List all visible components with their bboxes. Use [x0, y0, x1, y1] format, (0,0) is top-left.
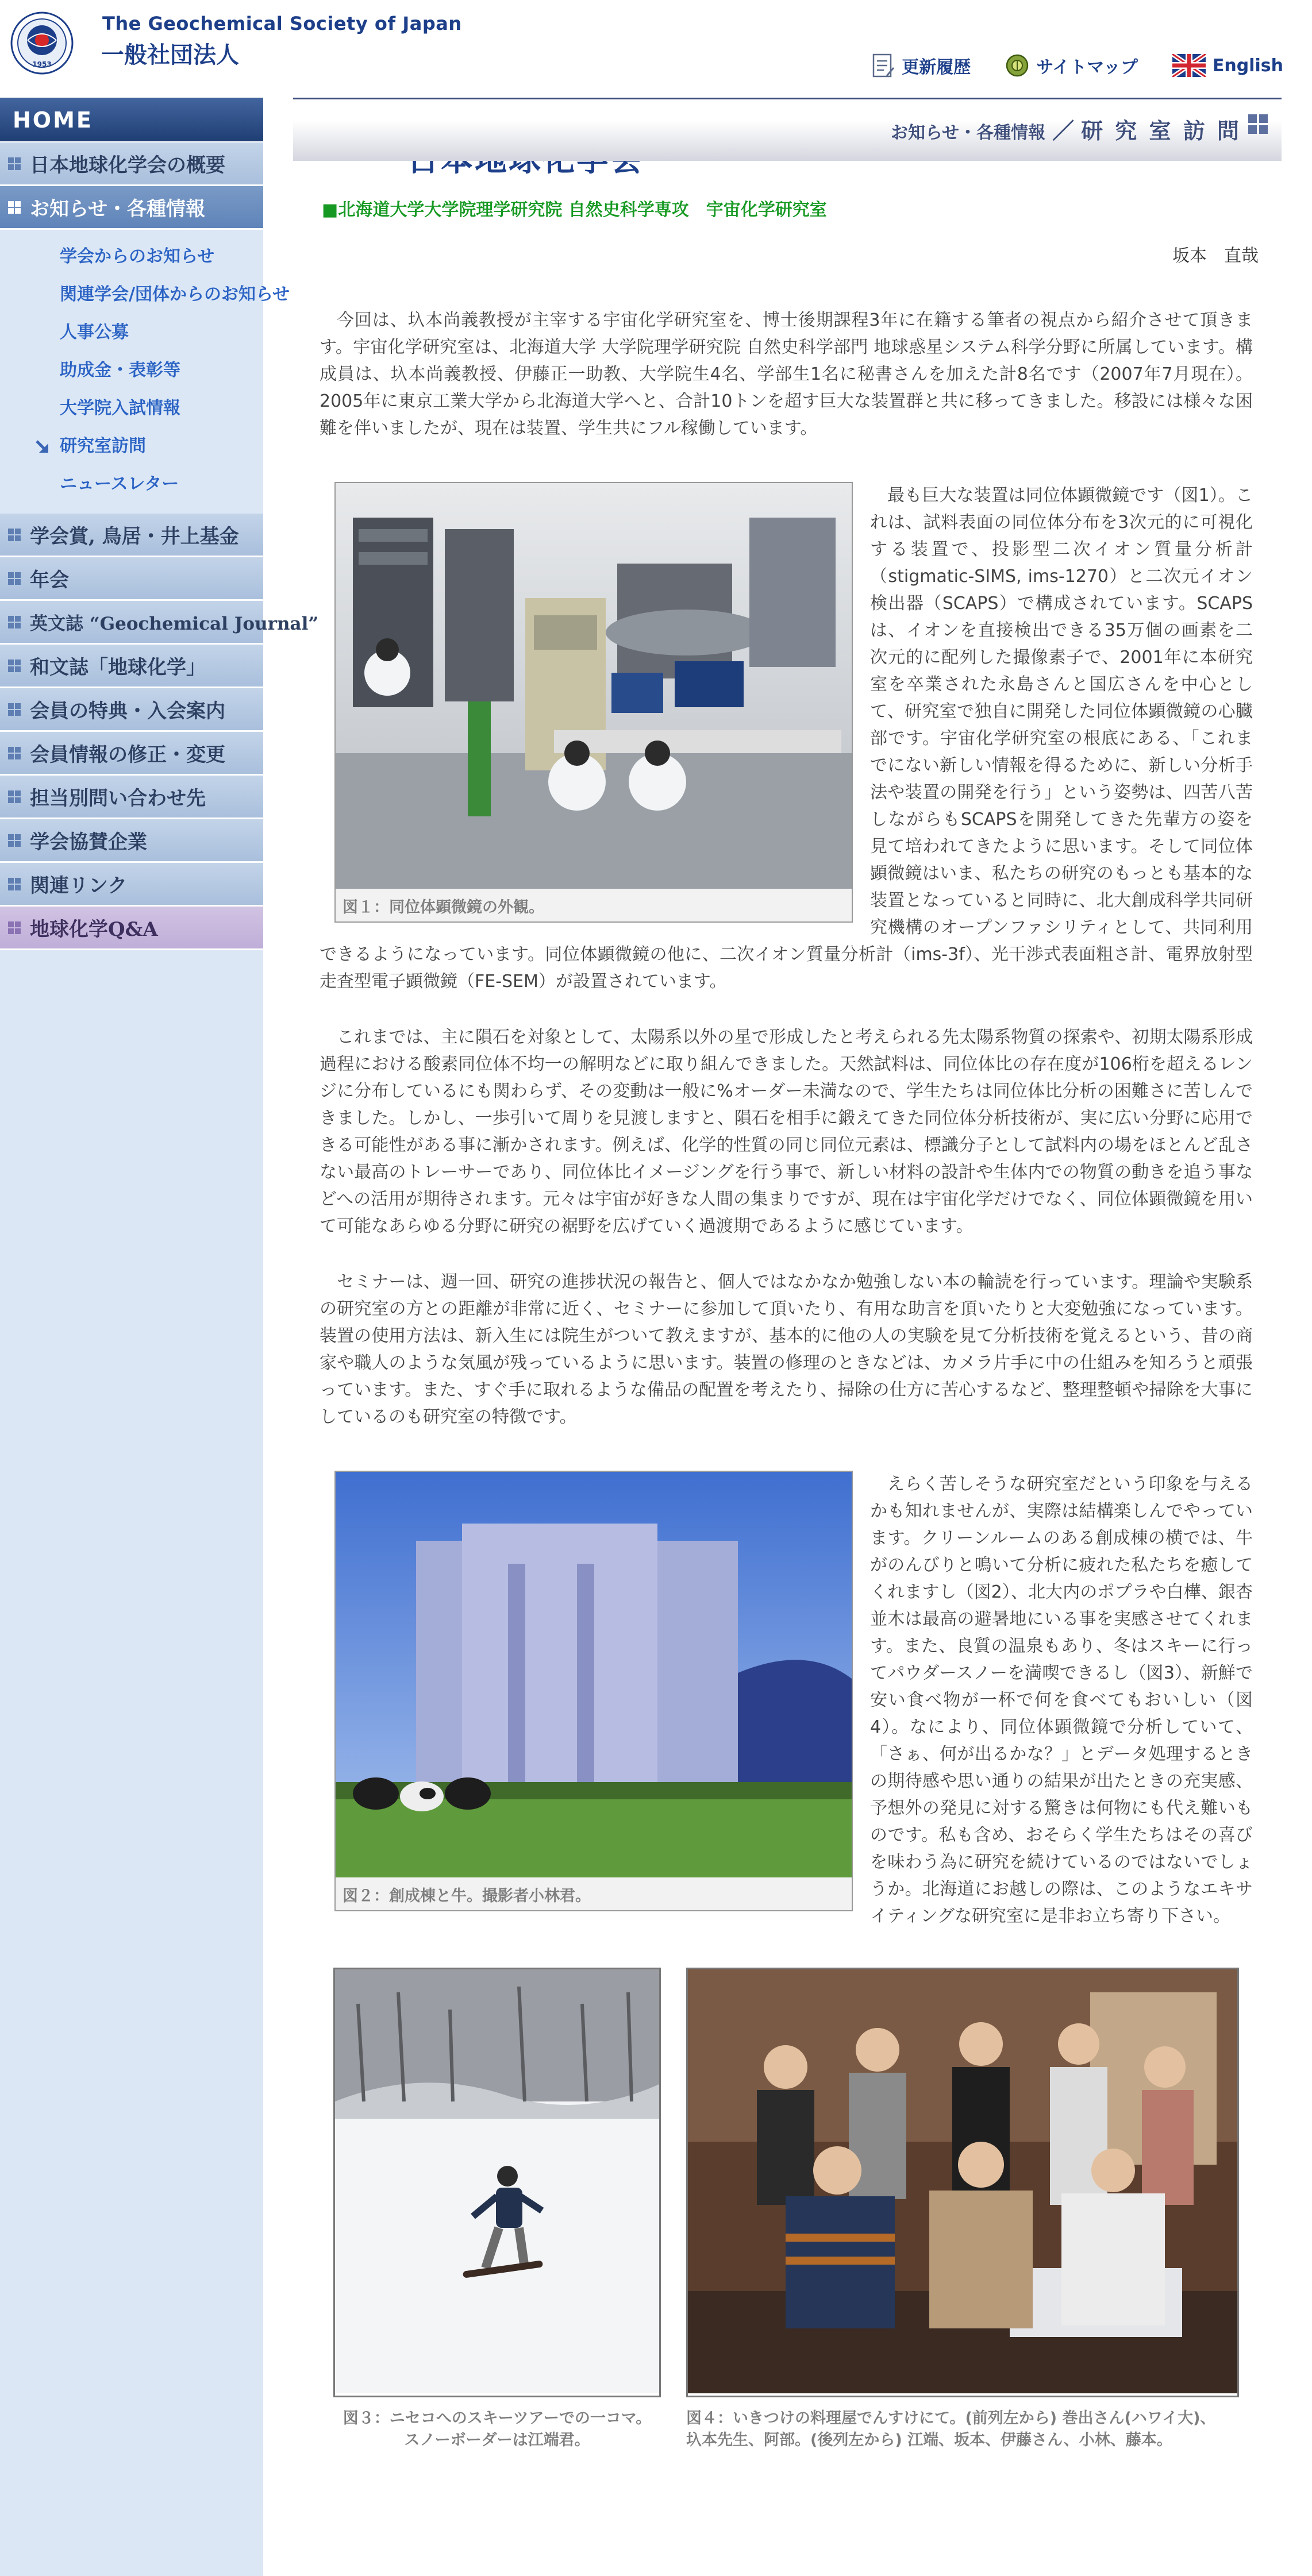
nav-item-geochemical-journal[interactable]	[0, 601, 319, 645]
nav-item-label: 会員の特典・入会案内	[30, 700, 225, 723]
nav-item-label: 和文誌「地球化学」	[30, 656, 206, 679]
figure1-caption: 図１：同位体顕微鏡の外観。	[343, 898, 544, 916]
article-author: 坂本 直哉	[1172, 246, 1259, 266]
article-paragraph-life: えらく苦しそうな研究室だという印象を与えるかも知れませんが、実際は結構楽しんでやっています。クリーンルームのある創成棟の横では、牛がのんびりと鳴いて分析に疲れた私たちを癒してくれますし（図2）、北大内のポプラや白樺、銀杏並木は最高の避暑地にいる事を実感させてくれます。また、良質の温泉もあり、冬はスキーに行ってパウダースノーを満喫できるし（図3）、新鮮で安い食べ物が一杯で何を食べてもおいしい（図4）。なにより、同位体顕微鏡で分析していて、「さぁ、何が出るかな？」とデータ処理するときの期待感や思い通りの結果が出たときの充実感、予想外の発見に対する驚きは何物にも代え難いものです。私も含め、おそらく学生たちはその喜びを味わう為に研究を続けているのではないでしょうか。北海道にお越しの際は、このようなエキサイティングな研究室に是非お立ち寄り下さい。	[870, 1474, 1253, 1926]
article-paragraph-research: これまでは、主に隕石を対象として、太陽系以外の星で形成したと考えられる先太陽系物質の探索や、初期太陽系形成過程における酸素同位体不均一の解明などに取り組んできました。天然試料は、同位体比の存在度が106桁を超えるレンジに分布しているにも関わらず、その変動は一般に%オーダー未満なので、学生たちは同位体比分析の困難さに苦しんできました。しかし、一歩引いて周りを見渡しますと、隕石を相手に鍛えてきた同位体分析技術が、実に広い分野に応用できる可能性がある事に漸かされます。例えば、化学的性質の同じ同位元素は、標識分子として試料内の場をほとんど乱さない最高のトレーサーであり、同位体比イメージングを行う事で、新しい材料の設計や生体内での物質の動きを追う事などへの活用が期待されます。元々は宇宙が好きな人間の集まりですが、現在は宇宙化学だけでなく、同位体顕微鏡を用いて可能なあらゆる分野に研究の裾野を広げていく過渡期であるように感じています。	[320, 1027, 1253, 1236]
figure4-caption-line2: 圦本先生、阿部。(後列左から) 江端、坂本、伊藤さん、小林、藤本。	[686, 2431, 1172, 2449]
grid-bullet-icon	[8, 201, 21, 214]
breadcrumb-current: 研 究 室 訪 問	[1081, 118, 1241, 144]
nav-item-news[interactable]	[0, 186, 263, 230]
figure1-block	[320, 482, 1253, 995]
breadcrumb	[891, 113, 1241, 145]
figure2	[334, 1471, 853, 1911]
breadcrumb-parent[interactable]: お知らせ・各種情報	[890, 123, 1046, 143]
nav-item-label: 担当別問い合わせ先	[30, 787, 206, 810]
nav-item-label: 日本地球化学会の概要	[30, 154, 225, 177]
group-dinner-photo	[688, 1969, 1237, 2393]
lab-equipment-photo	[336, 483, 852, 889]
sitemap-label: サイトマップ	[1036, 57, 1138, 78]
globe-icon	[1005, 53, 1029, 78]
nav-item-contacts[interactable]	[0, 776, 263, 819]
grid-bullet-icon	[8, 616, 21, 628]
update-history-label: 更新履歴	[902, 57, 971, 78]
arrow-down-right-icon	[34, 439, 51, 455]
grid-bullet-icon	[8, 660, 21, 672]
society-type-prefix: 一般社団法人	[101, 42, 239, 68]
nav-item-label: 年会	[30, 569, 69, 592]
subnav-job-openings[interactable]: 人事公募	[60, 322, 129, 342]
site-header	[0, 0, 1312, 98]
grid-bullet-icon	[8, 878, 21, 890]
subnav-newsletter[interactable]: ニュースレター	[60, 474, 179, 494]
update-history-link[interactable]	[872, 53, 971, 78]
nav-item-member-update[interactable]	[0, 732, 263, 776]
uk-flag-icon	[1172, 54, 1206, 77]
header-utility-links	[872, 53, 1283, 78]
building-and-cows-photo	[336, 1472, 852, 1877]
figure3-frame	[333, 1968, 661, 2397]
grid-bullet-icon	[8, 157, 21, 170]
figure4	[686, 1968, 1239, 2451]
nav-item-label: 会員情報の修正・変更	[30, 743, 225, 766]
subnav-related-news[interactable]: 関連学会/団体からのお知らせ	[60, 284, 290, 304]
svg-text:1953: 1953	[32, 60, 52, 68]
figure3-caption-line1: 図３：ニセコへのスキーツアーでの一コマ。	[343, 2409, 652, 2427]
subnav-lab-visits-label: 研究室訪問	[60, 436, 146, 456]
nav-item-qa[interactable]	[0, 907, 263, 950]
photo-row	[333, 1968, 1282, 2462]
grid-bullet-icon	[8, 747, 21, 759]
grid-bullet-icon	[8, 790, 21, 803]
nav-item-sponsors[interactable]	[0, 819, 263, 863]
nav-item-label: お知らせ・各種情報	[30, 198, 205, 221]
subnav-grants-awards[interactable]: 助成金・表彰等	[60, 360, 180, 380]
nav-item-label: 関連リンク	[30, 874, 128, 897]
figure3-caption	[333, 2408, 661, 2451]
nav-item-awards-fund[interactable]	[0, 514, 263, 557]
lab-title: ■北海道大学大学院理学研究院 自然史科学専攻 宇宙化学研究室	[322, 200, 827, 220]
breadcrumb-separator: ／	[1052, 118, 1075, 144]
nav-item-label: 学会協賛企業	[30, 831, 147, 854]
nav-item-label: 学会賞, 鳥居・井上基金	[30, 525, 239, 548]
section-header-bar	[293, 98, 1282, 161]
grid-squares-icon	[1248, 114, 1268, 134]
news-subnav	[0, 230, 290, 514]
subnav-society-news[interactable]: 学会からのお知らせ	[60, 246, 215, 267]
society-name-japanese	[101, 37, 239, 70]
grid-bullet-icon	[8, 834, 21, 847]
nav-home[interactable]: HOME	[0, 98, 263, 142]
figure3-caption-line2: スノーボーダーは江端君。	[404, 2431, 590, 2449]
nav-item-annual-meeting[interactable]	[0, 557, 263, 601]
grid-bullet-icon	[8, 921, 21, 934]
nav-item-links[interactable]	[0, 863, 263, 907]
figure3	[333, 1968, 661, 2451]
nav-item-about[interactable]	[0, 142, 263, 186]
figure4-caption-line1: 図４：いきつけの料理屋でんすけにて。(前列左から) 巻出さん(ハワイ大)、	[686, 2409, 1216, 2427]
main-content	[293, 98, 1282, 2462]
document-icon	[872, 53, 895, 78]
society-seal-logo[interactable]	[10, 11, 74, 75]
grid-bullet-icon	[8, 529, 21, 541]
society-name-english: The Geochemical Society of Japan	[102, 13, 462, 34]
snowboarder-photo	[335, 1969, 659, 2393]
article-paragraph-isotope-microscope: 最も巨大な装置は同位体顕微鏡です（図1）。これは、試料表面の同位体分布を3次元的に可視化する装置で、投影型二次イオン質量分析計（stigmatic-SIMS, ims-1270）と二次元イオン検出器（SCAPS）で構成されています。SCAPSは、イオンを直接検出できる35万個の画素を二次元的に配列した撮像素子で、2001年に本研究室を卒業された永島さんと国広さんを中心として、研究室で独自に開発した同位体顕微鏡の心臓部です。宇宙化学研究室の根底にある、「これまでにない新しい情報を得るために、新しい分析手法や装置の開発を行う」という姿勢は、四苦八苦しながらもSCAPSを開発してきた先輩方の姿を見て培われてきたように思います。そして同位体顕微鏡はいま、私たちの研究のもっとも基本的な装置となっていると同時に、北大創成科学共同研究機構のオープンファシリティとして、共同利用できるようになっています。同位体顕微鏡の他に、二次イオン質量分析計（ims-3f）、光干渉式表面粗さ計、電界放射型走査型電子顕微鏡（FE-SEM）が設置されています。	[320, 485, 1253, 992]
english-link[interactable]	[1172, 54, 1283, 77]
figure2-caption: 図２：創成棟と牛。撮影者小林君。	[343, 1887, 591, 1905]
sidebar-nav	[0, 98, 319, 2576]
figure2-block	[320, 1471, 1253, 1930]
nav-item-label: 英文誌 “Geochemical Journal”	[30, 614, 319, 634]
nav-item-membership[interactable]	[0, 688, 263, 732]
english-label: English	[1212, 55, 1283, 76]
figure4-frame	[686, 1968, 1239, 2397]
subnav-lab-visits[interactable]	[0, 427, 263, 465]
grid-bullet-icon	[8, 703, 21, 716]
figure1	[334, 482, 853, 923]
grid-bullet-icon	[8, 572, 21, 585]
nav-item-chikyu-kagaku[interactable]	[0, 645, 263, 688]
nav-item-label: 地球化学Q&A	[30, 918, 158, 941]
figure4-caption	[686, 2408, 1239, 2451]
article-paragraph-intro: 今回は、圦本尚義教授が主宰する宇宙化学研究室を、博士後期課程3年に在籍する筆者の視点から紹介させて頂きます。宇宙化学研究室は、北海道大学 大学院理学研究院 自然史科学部門 地球惑星システム科学分野に所属しています。構成員は、圦本尚義教授、伊藤正一助教、大学院生4名、学部生1名に秘書さんを加えた計8名です（2007年7月現在）。2005年に東京工業大学から北海道大学へと、合計10トンを超す巨大な装置群と共に移ってきました。移設には様々な困難を伴いましたが、現在は装置、学生共にフル稼働しています。	[320, 310, 1253, 438]
sitemap-link[interactable]	[1005, 53, 1138, 78]
subnav-grad-admissions[interactable]: 大学院入試情報	[60, 398, 180, 418]
article-paragraph-seminar: セミナーは、週一回、研究の進捗状況の報告と、個人ではなかなか勉強しない本の輪読を行っています。理論や実験系の研究室の方との距離が非常に近く、セミナーに参加して頂いたり、有用な助言を頂いたりと大変勉強になっています。装置の使用方法は、新入生には院生がついて教えますが、基本的に他の人の実験を見て分析技術を覚えるという、昔の商家や職人のような気風が残っているように思います。装置の修理のときなどは、カメラ片手に中の仕組みを知ろうと頑張っています。また、すぐ手に取れるような備品の配置を考えたり、掃除の仕方に苦心するなど、整理整頓や掃除を大事にしているのも研究室の特徴です。	[320, 1272, 1253, 1427]
